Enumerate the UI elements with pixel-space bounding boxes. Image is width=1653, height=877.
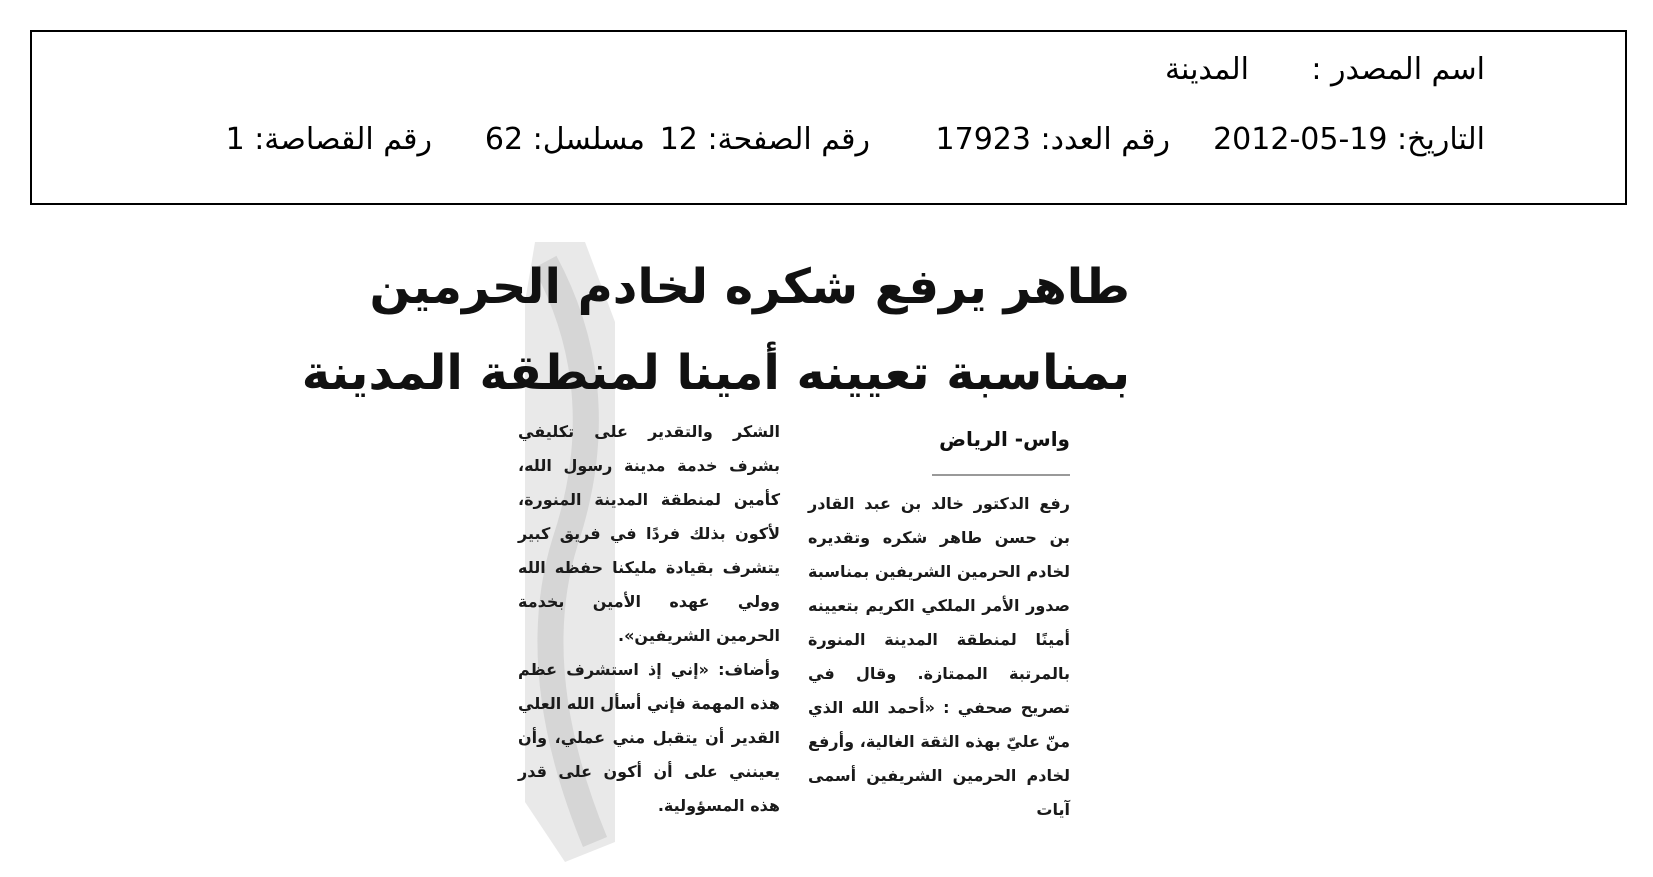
newspaper-clipping <box>301 232 1165 877</box>
source-label: اسم المصدر : <box>1311 52 1485 87</box>
serial-field: مسلسل: 62 <box>484 122 645 157</box>
headline-line-1: طاهر يرفع شكره لخادم الحرمين <box>369 259 1130 315</box>
clipping-header <box>30 30 1627 205</box>
issue-number-field: رقم العدد: 17923 <box>935 122 1170 157</box>
column-2-paragraph-1: الشكر والتقدير على تكليفي بشرف خدمة مدينة رسول الله، كأمين لمنطقة المدينة المنورة، لأكون بذلك فردًا في فريق كبير يتشرف بقيادة مليكنا حفظه الله وولي عهده الأمين بخدمة الحرمين الشريفين». <box>518 422 780 645</box>
article-byline: واس- الرياض <box>939 427 1070 451</box>
article-column-1 <box>808 487 1070 827</box>
article-column-2 <box>518 415 780 823</box>
byline-divider <box>932 474 1070 476</box>
clip-number-field: رقم القصاصة: 1 <box>225 122 432 157</box>
column-1-text: رفع الدكتور خالد بن عبد القادر بن حسن طاهر شكره وتقديره لخادم الحرمين الشريفين بمناسبة صدور الأمر الملكي الكريم بتعيينه أمينًا لمنطقة المدينة المنورة بالمرتبة الممتازة. وقال في تصريح صحفي : «أحمد الله الذي منّ عليّ بهذه الثقة الغالية، وأرفع لخادم الحرمين الشريفين أسمى آيات <box>808 494 1070 819</box>
page-number-field: رقم الصفحة: 12 <box>659 122 870 157</box>
headline-line-2: بمناسبة تعيينه أمينا لمنطقة المدينة <box>301 345 1130 401</box>
source-value: المدينة <box>1164 52 1249 87</box>
column-2-paragraph-2: وأضاف: «إني إذ استشرف عظم هذه المهمة فإني أسأل الله العلي القدير أن يتقبل مني عملي، وأن يعينني على أن أكون على قدر هذه المسؤولية. <box>518 660 780 815</box>
date-field: التاريخ: 19-05-2012 <box>1213 122 1485 157</box>
article-headline <box>301 244 1130 416</box>
